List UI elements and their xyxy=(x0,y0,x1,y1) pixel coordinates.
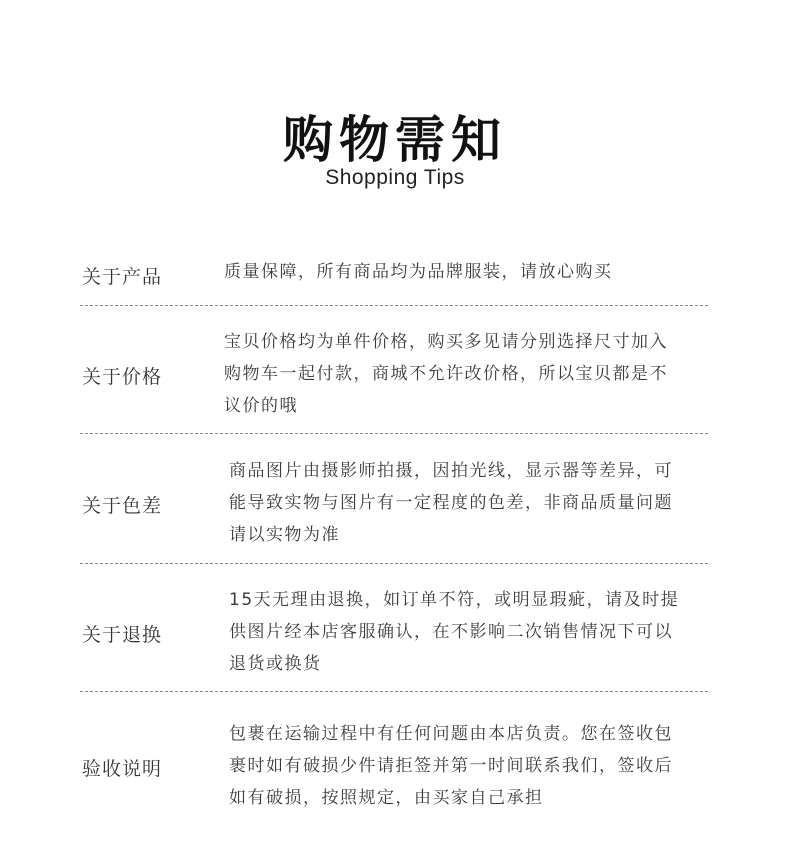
row-label-color: 关于色差 xyxy=(82,495,163,517)
row-divider xyxy=(80,691,708,692)
row-text-product xyxy=(224,256,613,288)
row-text-inspection xyxy=(229,718,673,814)
row-text-return xyxy=(229,584,679,680)
row-text-line: 宝贝价格均为单件价格，购买多见请分别选择尺寸加入 xyxy=(224,332,668,352)
row-text-price xyxy=(224,326,668,422)
row-label-price: 关于价格 xyxy=(82,366,163,388)
row-text-color xyxy=(229,455,673,551)
page-subtitle: Shopping Tips xyxy=(325,166,465,189)
page-title: 购物需知 xyxy=(283,111,507,169)
row-text-line: 包裹在运输过程中有任何问题由本店负责。您在签收包 xyxy=(229,724,673,744)
row-text-line: 商品图片由摄影师拍摄，因拍光线，显示器等差异，可 xyxy=(229,461,673,481)
row-label-inspection: 验收说明 xyxy=(82,758,163,780)
row-text-line: 供图片经本店客服确认，在不影响二次销售情况下可以 xyxy=(229,622,673,642)
row-divider xyxy=(80,563,708,564)
row-text-line: 请以实物为准 xyxy=(229,525,340,545)
row-label-product: 关于产品 xyxy=(82,266,163,288)
row-text-line: 裹时如有破损少件请拒签并第一时间联系我们，签收后 xyxy=(229,756,673,776)
row-divider xyxy=(80,305,708,306)
row-label-return: 关于退换 xyxy=(82,624,163,646)
row-text-line: 购物车一起付款，商城不允许改价格，所以宝贝都是不 xyxy=(224,364,668,384)
row-text-line: 能导致实物与图片有一定程度的色差，非商品质量问题 xyxy=(229,493,673,513)
row-divider xyxy=(80,433,708,434)
row-text-line: 15天无理由退换，如订单不符，或明显瑕疵，请及时提 xyxy=(229,590,680,610)
row-text-line: 退货或换货 xyxy=(229,654,322,674)
row-text-line: 质量保障，所有商品均为品牌服装，请放心购买 xyxy=(224,262,613,282)
row-text-line: 议价的哦 xyxy=(224,396,298,416)
row-text-line: 如有破损，按照规定，由买家自己承担 xyxy=(229,788,544,808)
